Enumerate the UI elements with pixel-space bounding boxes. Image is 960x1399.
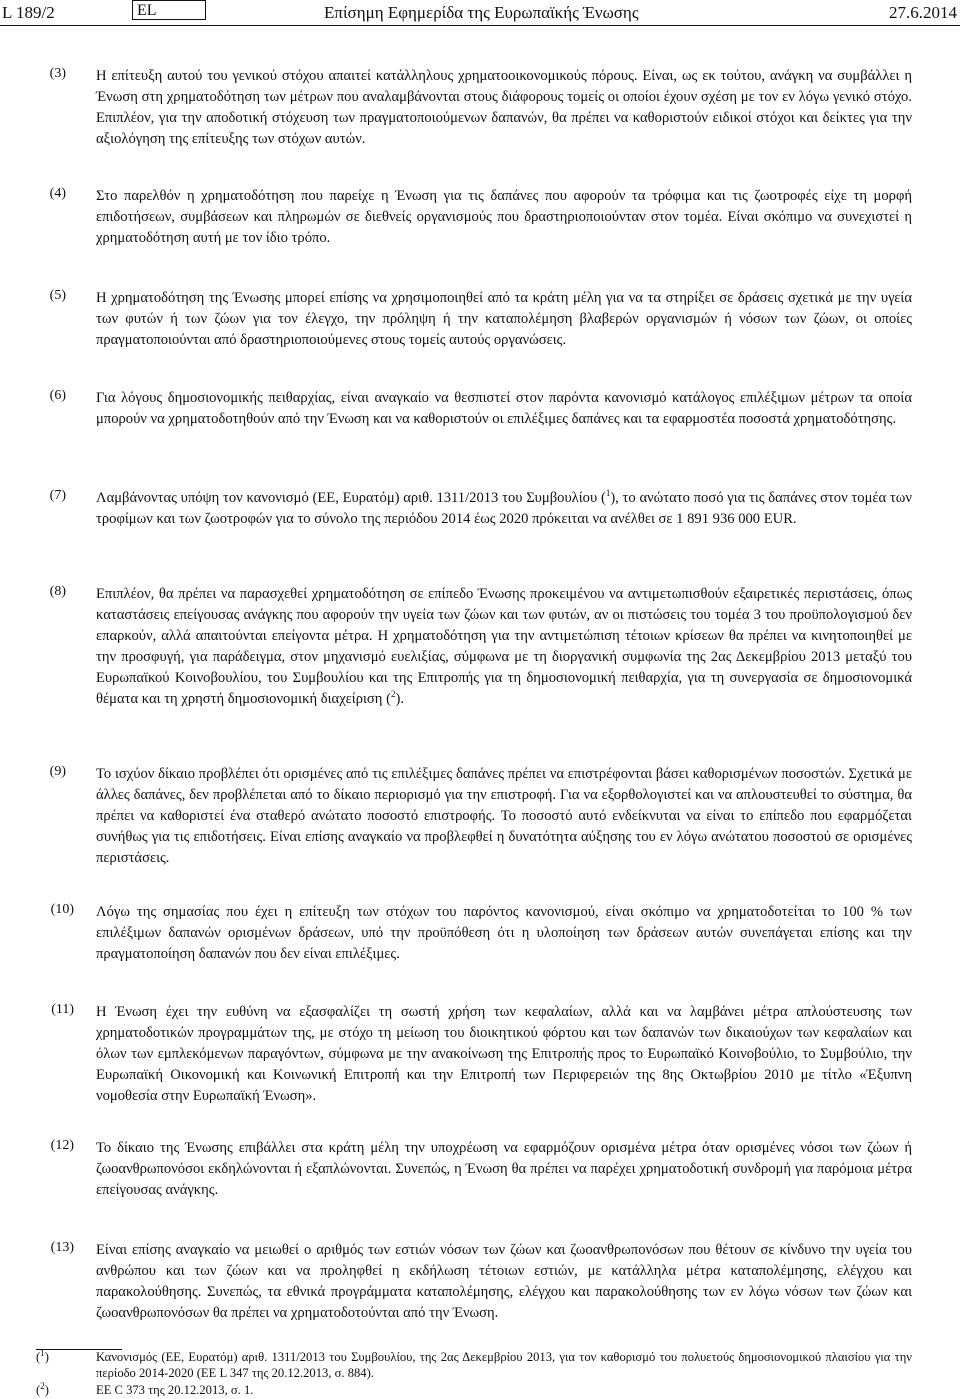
- recital-text: Λόγω της σημασίας που έχει η επίτευξη των στόχων του παρόντος κανονισμού, είναι σκόπιμο να χρηματοδοτείται το 100 % των επιλέξιμων δαπανών ορισμένων δράσεων, υπό την προϋπόθεση ότι η υλοποίηση των δράσεων αυτών συνεπάγεται επίσης και την πραγματοποίηση δαπανών που δεν είναι επιλέξιμες.: [96, 904, 912, 962]
- footnote-marker: [36, 1382, 49, 1398]
- recital-text: Στο παρελθόν η χρηματοδότηση που παρείχε η Ένωση για τις δαπάνες που αφορούν τα τρόφιμα και τις ζωοτροφές είχε τη μορφή επιδοτήσεων, συμβάσεων και πληρωμών σε διεθνείς οργανισμούς που δραστηριοποιούνταν στον τομέα. Είναι σκόπιμο να συνεχιστεί η χρηματοδότηση αυτή με τον ίδιο τρόπο.: [96, 188, 912, 246]
- footnote-marker-open: (: [36, 1383, 41, 1397]
- recital-number: (8): [49, 584, 66, 599]
- footnote-marker: [36, 1349, 49, 1365]
- footnote-marker-close: ): [44, 1350, 49, 1364]
- recital-text: [96, 584, 912, 710]
- recital-text: Είναι επίσης αναγκαίο να μειωθεί ο αριθμός των εστιών νόσων των ζώων και ζωοανθρωπονόσων που θέτουν σε κίνδυνο την υγεία του ανθρώπου και των ζώων και να προληφθεί η εκδήλωση τέτοιων εστιών, με κατάλληλα μέτρα καταπολέμησης, ελέγχου και παρακολούθησης. Συνεπώς, τα εθνικά προγράμματα καταπολέμησης, ελέγχου και παρακολούθησης των εν λόγω νόσων των ζώων και ζωοανθρωπονόσων θα πρέπει να χρηματοδοτούνται από την Ένωση.: [96, 1242, 912, 1321]
- page-reference: L 189/2: [2, 3, 55, 22]
- recital-number: (10): [50, 902, 74, 917]
- recital-text: Η επίτευξη αυτού του γενικού στόχου απαιτεί κατάλληλους χρηματοοικονομικούς πόρους. Είναι, ως εκ τούτου, ανάγκη να συμβάλλει η Ένωση στη χρηματοδότηση των μέτρων που αναλαμβάνονται στους διάφορους τομείς οι οποίοι έχουν σχέση με τον εν λόγω γενικό στόχο. Επιπλέον, για την αποδοτική στόχευση των πραγματοποιούμενων δαπανών, θα πρέπει να καθοριστούν ειδικοί στόχοι και δείκτες για την αξιολόγηση της επίτευξης των στόχων αυτών.: [96, 68, 912, 147]
- page-header: [0, 0, 960, 26]
- recital-number: (9): [49, 764, 66, 779]
- recital-text-part: ).: [395, 691, 404, 707]
- recital-number: (12): [50, 1138, 74, 1153]
- recital-text: Το δίκαιο της Ένωσης επιβάλλει στα κράτη μέλη την υποχρέωση να εφαρμόζουν ορισμένα μέτρα όταν ορισμένες νόσοι των ζώων ή ζωοανθρωπονόσοι εκδηλώνονται ή εξαπλώνονται. Συνεπώς, η Ένωση θα πρέπει να παρέχει χρηματοδοτική συνδρομή για παρόμοια μέτρα επείγουσας ανάγκης.: [96, 1140, 912, 1198]
- header-rule: [0, 25, 960, 26]
- language-box: EL: [132, 0, 206, 20]
- recital-text: [96, 488, 912, 530]
- recital-number: (5): [49, 288, 66, 303]
- recital-number: (6): [49, 388, 66, 403]
- publication-date: 27.6.2014: [889, 3, 957, 22]
- recital-text: Για λόγους δημοσιονομικής πειθαρχίας, είναι αναγκαίο να θεσπιστεί στον παρόντα κανονισμό κατάλογος επιλέξιμων μέτρων τα οποία μπορούν να χρηματοδοτηθούν από την Ένωση και να καθοριστούν οι επιλέξιμες δαπάνες και τα εφαρμοστέα ποσοστά χρηματοδότησης.: [96, 390, 912, 427]
- recital-number: (11): [51, 1002, 74, 1017]
- recital-number: (3): [49, 66, 66, 81]
- footnote-marker-close: ): [44, 1383, 49, 1397]
- recital-number: (4): [49, 186, 66, 201]
- recital-text-part: Λαμβάνοντας υπόψη τον κανονισμό (ΕΕ, Ευρατόμ) αριθ. 1311/2013 του Συμβουλίου (: [96, 490, 606, 506]
- footnote-marker-number: 1: [40, 1347, 45, 1358]
- footnote-reference[interactable]: 1: [605, 488, 611, 499]
- recital-text: Η χρηματοδότηση της Ένωσης μπορεί επίσης να χρησιμοποιηθεί από τα κράτη μέλη για να τα στηρίξει σε δράσεις σχετικά με την υγεία των φυτών ή των ζώων για τον έλεγχο, την πρόληψη ή την καταπολέμηση βλαβερών οργανισμών ή νόσων των ζώων, οι οποίες πραγματοποιούνται από δραστηριοποιούμενες στους τομείς αυτούς οργανώσεις.: [96, 290, 912, 348]
- recital-number: (13): [50, 1240, 74, 1255]
- footnote-marker-number: 2: [40, 1380, 45, 1391]
- recital-text-part: Επιπλέον, θα πρέπει να παρασχεθεί χρηματοδότηση σε επίπεδο Ένωσης προκειμένου να αντιμετωπισθούν εξαιρετικές περιστάσεις, όπως καταστάσεις επείγουσας ανάγκης που αφορούν την υγεία των ζώων και των φυτών, αν οι πιστώσεις του τομέα 3 του προϋπολογισμού δεν επαρκούν, αλλά απαιτούνται επείγοντα μέτρα. Η χρηματοδότηση για την αντιμετώπιση τέτοιων κρίσεων θα πρέπει να κινητοποιηθεί με την προσφυγή, για παράδειγμα, στον μηχανισμό ευελιξίας, σύμφωνα με τη διοργανική συμφωνία της 2ας Δεκεμβρίου 2013 μεταξύ του Ευρωπαϊκού Κοινοβουλίου, του Συμβουλίου και της Επιτροπής για τη δημοσιονομική πειθαρχία, για τη συνεργασία σε δημοσιονομικά θέματα και τη χρηστή δημοσιονομική διαχείριση (: [96, 586, 912, 707]
- footnote-text: Κανονισμός (ΕΕ, Ευρατόμ) αριθ. 1311/2013 του Συμβουλίου, της 2ας Δεκεμβρίου 2013, για τον καθορισμό του πολυετούς δημοσιονομικού πλαισίου για την περίοδο 2014-2020 (ΕΕ L 347 της 20.12.2013, σ. 884).: [96, 1350, 912, 1380]
- recital-text: Η Ένωση έχει την ευθύνη να εξασφαλίζει τη σωστή χρήση των κεφαλαίων, αλλά και να λαμβάνει μέτρα απλούστευσης των χρηματοδοτικών προγραμμάτων της, με στόχο τη μείωση του διοικητικού φόρτου και των δαπανών των δικαιούχων των κεφαλαίων και όλων των εμπλεκόμενων παραγόντων, σύμφωνα με την ανακοίνωση της Επιτροπής προς το Ευρωπαϊκό Κοινοβούλιο, το Συμβούλιο, την Ευρωπαϊκή Οικονομική και Κοινωνική Επιτροπή και την Επιτροπή των Περιφερειών της 8ης Οκτωβρίου 2010 με τίτλο «Έξυπνη νομοθεσία στην Ευρωπαϊκή Ένωση».: [96, 1004, 912, 1104]
- journal-title: Επίσημη Εφημερίδα της Ευρωπαϊκής Ένωσης: [324, 3, 639, 22]
- footnote-marker-open: (: [36, 1350, 41, 1364]
- recital-text: Το ισχύον δίκαιο προβλέπει ότι ορισμένες από τις επιλέξιμες δαπάνες πρέπει να επιστρέφονται βάσει καθορισμένων ποσοστών. Σχετικά με άλλες δαπάνες, δεν προβλέπεται από το δίκαιο περιορισμό για την επιστροφή. Για να εξορθολογιστεί και να απλουστευθεί το σύστημα, θα πρέπει να καθοριστεί ένα σταθερό ανώτατο ποσοστό επιστροφής. Το ποσοστό αυτό ενδείκνυται να είναι το επίπεδο που εφαρμόζεται συνήθως για τις επιδοτήσεις. Είναι επίσης αναγκαίο να προβλεφθεί η δυνατότητα αύξησης του εν λόγω ανώτατου ποσοστού σε ορισμένες περιστάσεις.: [96, 766, 912, 866]
- footnote-text: ΕΕ C 373 της 20.12.2013, σ. 1.: [96, 1383, 254, 1397]
- recital-number: (7): [49, 488, 66, 503]
- recital-text-part: ), το ανώτατο ποσό για τις δαπάνες στον τομέα των τροφίμων και των ζωοτροφών για το σύνολο της περιόδου 2014 έως 2020 πρόκειται να ανέλθει σε 1 891 936 000 EUR.: [96, 490, 912, 527]
- footnote-reference[interactable]: 2: [390, 689, 396, 700]
